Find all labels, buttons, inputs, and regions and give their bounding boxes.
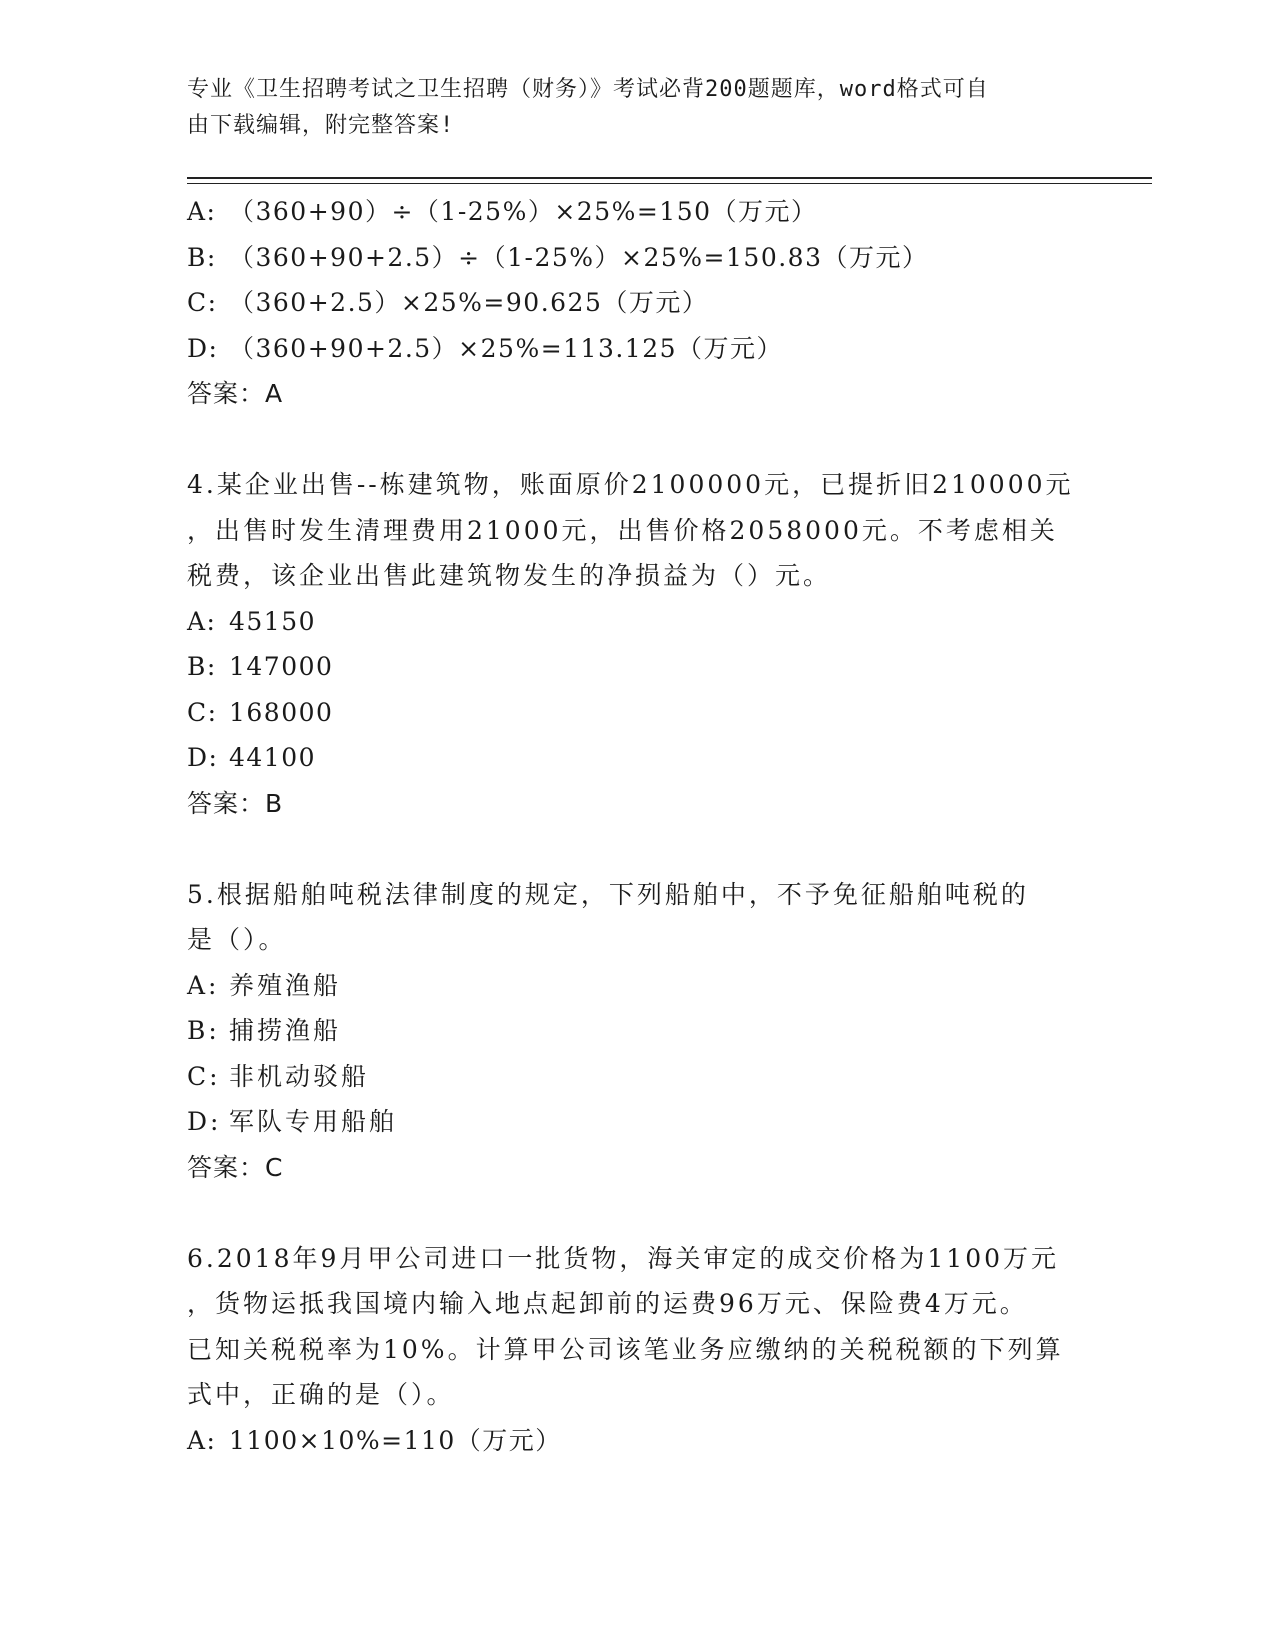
- document-body: [187, 189, 1087, 1463]
- option-label: A:: [187, 197, 217, 226]
- option-label: A:: [187, 606, 217, 636]
- header-line-1: 专业《卫生招聘考试之卫生招聘（财务）》考试必背200题题库，word格式可自: [187, 77, 989, 102]
- document-header: [187, 72, 1067, 144]
- option-label: C:: [187, 697, 218, 727]
- option-label: D:: [187, 333, 219, 363]
- option-text: 捕捞渔船: [229, 1016, 342, 1045]
- option-b: [187, 644, 1087, 690]
- option-label: C:: [187, 1061, 221, 1091]
- spacer: [187, 417, 1087, 463]
- question-5-answer: 答案：C: [187, 1152, 284, 1182]
- option-c: [187, 690, 1087, 736]
- option-label: A:: [187, 970, 220, 1000]
- option-d: [187, 735, 1087, 781]
- option-text: （360+90）÷（1-25%）×25%=150（万元）: [229, 197, 818, 226]
- option-c: [187, 1054, 1087, 1100]
- question-6-text-line-1: 6.2018年9月甲公司进口一批货物，海关审定的成交价格为1100万元: [187, 1243, 1060, 1273]
- question-6-text-line-4: 式中，正确的是（）。: [187, 1380, 455, 1409]
- option-text: （360+90+2.5）×25%=113.125（万元）: [229, 333, 784, 363]
- option-text: 非机动驳船: [229, 1061, 370, 1091]
- question-4: [187, 462, 1087, 826]
- header-line-2: 由下载编辑，附完整答案!: [187, 113, 455, 138]
- question-3-answer: 答案：A: [187, 379, 284, 408]
- option-text: 养殖渔船: [229, 970, 342, 1000]
- option-a: [187, 189, 1087, 235]
- option-b: [187, 235, 1087, 281]
- option-label: C:: [187, 288, 218, 317]
- question-4-text-line-1: 4.某企业出售--栋建筑物，账面原价2100000元，已提折旧210000元: [187, 470, 1074, 499]
- spacer: [187, 826, 1087, 872]
- question-5-text-line-1: 5.根据船舶吨税法律制度的规定，下列船舶中，不予免征船舶吨税的: [187, 879, 1029, 909]
- spacer: [187, 1190, 1087, 1236]
- option-c: [187, 280, 1087, 326]
- option-a: [187, 1418, 1087, 1464]
- option-d: [187, 1099, 1087, 1145]
- option-text: 1100×10%=110（万元）: [229, 1425, 562, 1455]
- option-label: B:: [187, 1016, 220, 1045]
- option-text: （360+90+2.5）÷（1-25%）×25%=150.83（万元）: [229, 242, 929, 272]
- option-text: 军队专用船舶: [229, 1107, 398, 1136]
- option-label: D:: [187, 743, 219, 772]
- option-b: [187, 1008, 1087, 1054]
- option-label: D:: [187, 1107, 222, 1136]
- question-4-text-line-2: ，出售时发生清理费用21000元，出售价格2058000元。不考虑相关: [187, 515, 1058, 545]
- header-divider-thin: [187, 183, 1152, 184]
- option-text: 45150: [229, 606, 317, 636]
- option-text: （360+2.5）×25%=90.625（万元）: [229, 288, 709, 317]
- option-a: [187, 599, 1087, 645]
- option-label: A:: [187, 1425, 217, 1455]
- question-6: [187, 1236, 1087, 1464]
- question-3-options: [187, 189, 1087, 371]
- option-d: [187, 326, 1087, 372]
- question-6-text-line-3: 已知关税税率为10%。计算甲公司该笔业务应缴纳的关税税额的下列算: [187, 1334, 1064, 1364]
- option-label: B:: [187, 652, 217, 681]
- question-5: [187, 872, 1087, 1191]
- question-5-text-line-2: 是（）。: [187, 925, 287, 954]
- header-divider-thick: [187, 177, 1152, 179]
- question-4-answer: 答案：B: [187, 788, 284, 818]
- option-label: B:: [187, 242, 217, 272]
- question-4-text-line-3: 税费，该企业出售此建筑物发生的净损益为（）元。: [187, 561, 832, 590]
- option-text: 147000: [229, 652, 334, 681]
- question-6-text-line-2: ，货物运抵我国境内输入地点起卸前的运费96万元、保险费4万元。: [187, 1289, 1028, 1318]
- option-text: 44100: [229, 743, 317, 772]
- option-text: 168000: [229, 697, 334, 727]
- option-a: [187, 963, 1087, 1009]
